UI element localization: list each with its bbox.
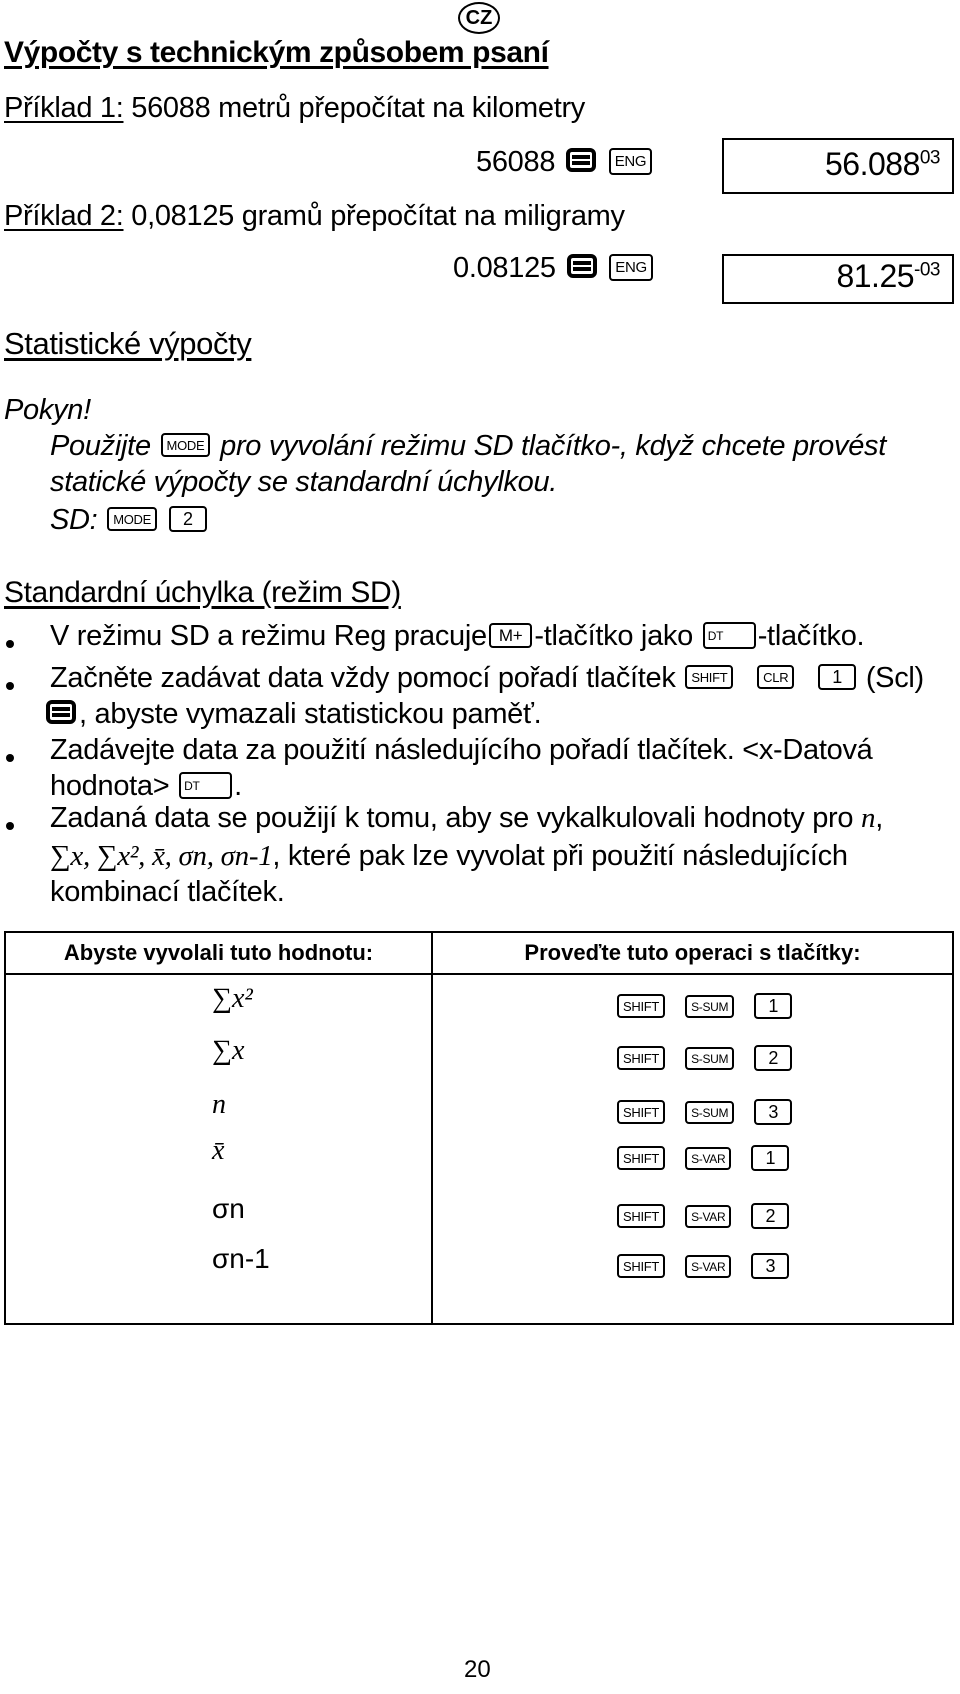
example2-line	[4, 200, 625, 233]
bullet1-part3: -tlačítko.	[757, 620, 865, 652]
bullet4-n: n	[861, 802, 876, 834]
table-symbol: ∑x	[212, 1035, 245, 1066]
bullet3-end: .	[234, 770, 242, 802]
table-symbol: σn	[212, 1193, 245, 1224]
digit-key: 2	[751, 1203, 789, 1229]
digit-key: 1	[754, 993, 792, 1019]
digit-key: 3	[751, 1253, 789, 1279]
example2-display	[722, 254, 954, 304]
mode-key: MODE	[107, 507, 157, 531]
shift-key: SHIFT	[617, 1254, 665, 1278]
bullet1-part2: -tlačítko jako	[534, 620, 693, 652]
s-sum-key: S-SUM	[685, 1101, 734, 1124]
table-header-operation: Proveďte tuto operaci s tlačítky:	[432, 932, 953, 974]
mplus-key: M+	[489, 623, 533, 648]
example2-result	[836, 258, 940, 295]
note-part2: pro vyvolání režimu SD tlačítko-, když chcete provést	[220, 430, 886, 462]
bullet3-line1: Zadávejte data za použití následujícího pořadí tlačítek. <x-Datová	[50, 734, 873, 766]
example1-input: 56088	[476, 146, 556, 178]
note-line2: statické výpočty se standardní úchylkou.	[50, 466, 558, 498]
stats-key-table	[4, 931, 954, 1325]
table-row-keys	[615, 1205, 807, 1231]
equals-key-icon	[567, 254, 597, 278]
note-line1	[50, 430, 886, 463]
table-row-keys	[615, 1147, 807, 1173]
bullet2-part2: (Scl)	[865, 662, 924, 694]
bullet4-symbols: ∑x, ∑x², x̄, σn, σn-1	[50, 840, 273, 872]
table-symbol: x̄	[212, 1135, 225, 1166]
bullet-icon	[6, 754, 14, 762]
language-badge: CZ	[458, 2, 500, 34]
section-title-statistics: Statistické výpočty	[4, 326, 252, 361]
s-sum-key: S-SUM	[685, 1047, 734, 1070]
shift-key: SHIFT	[617, 1204, 665, 1228]
equals-key-icon	[46, 700, 76, 724]
sd-line	[50, 504, 209, 537]
bullet4-line1	[50, 802, 883, 835]
example2-result-exponent: -03	[914, 259, 940, 281]
shift-key: SHIFT	[685, 665, 733, 689]
bullet4-line2	[50, 840, 848, 873]
shift-key: SHIFT	[617, 1100, 665, 1124]
sd-label: SD:	[50, 504, 98, 536]
equals-key-icon	[566, 148, 596, 172]
example1-text: 56088 metrů přepočítat na kilometry	[131, 92, 586, 124]
digit-key: 1	[751, 1145, 789, 1171]
bullet4-rest: , které pak lze vyvolat při použití následujících	[272, 840, 848, 872]
one-key: 1	[818, 664, 856, 690]
table-col-values	[5, 974, 432, 1324]
table-row-keys	[615, 995, 810, 1021]
eng-key: ENG	[609, 148, 653, 175]
example1-line	[4, 92, 585, 125]
s-var-key: S-VAR	[685, 1255, 731, 1278]
two-key: 2	[169, 506, 207, 532]
example2-result-mantissa: 81.25	[836, 258, 915, 294]
bullet3-part2: hodnota>	[50, 770, 170, 802]
clr-key: CLR	[757, 665, 794, 689]
table-symbol: σn-1	[212, 1243, 270, 1274]
dt-key: DT	[179, 772, 232, 799]
note-label: Pokyn!	[4, 394, 91, 426]
s-var-key: S-VAR	[685, 1147, 731, 1170]
example2-input: 0.08125	[453, 252, 556, 284]
bullet1-line	[50, 620, 864, 653]
bullet2-line2	[46, 698, 541, 731]
bullet2-part1: Začněte zadávat data vždy pomocí pořadí tlačítek	[50, 662, 676, 694]
digit-key: 2	[754, 1045, 792, 1071]
bullet1-part1: V režimu SD a režimu Reg pracuje	[50, 620, 487, 652]
example2-label: Příklad 2:	[4, 200, 124, 232]
bullet-icon	[6, 682, 14, 690]
example1-label: Příklad 1:	[4, 92, 124, 124]
section-title-sd: Standardní úchylka (režim SD)	[4, 576, 401, 609]
eng-key: ENG	[609, 254, 653, 281]
table-symbol: ∑x²	[212, 983, 253, 1014]
table-row-keys	[615, 1047, 810, 1073]
example2-text: 0,08125 gramů přepočítat na miligramy	[131, 200, 625, 232]
bullet2-line1	[50, 662, 924, 695]
table-header-value: Abyste vyvolali tuto hodnotu:	[5, 932, 432, 974]
example1-result-mantissa: 56.088	[824, 146, 920, 182]
s-var-key: S-VAR	[685, 1205, 731, 1228]
bullet2-part3: , abyste vymazali statistickou paměť.	[79, 698, 542, 730]
bullet4-line3: kombinací tlačítek.	[50, 876, 285, 908]
table-row-keys	[615, 1255, 807, 1281]
example1-keystrokes	[476, 146, 654, 179]
table-col-operations	[432, 974, 953, 1324]
dt-key: DT	[703, 622, 756, 649]
shift-key: SHIFT	[617, 1046, 665, 1070]
bullet4-comma: ,	[875, 802, 883, 834]
example1-result-exponent: 03	[919, 147, 940, 169]
table-row-keys	[615, 1101, 810, 1127]
section-title-engineering: Výpočty s technickým způsobem psaní	[4, 36, 549, 69]
example1-display	[722, 138, 954, 194]
bullet-icon	[6, 640, 14, 648]
digit-key: 3	[754, 1099, 792, 1125]
example2-keystrokes	[453, 252, 655, 285]
s-sum-key: S-SUM	[685, 995, 734, 1018]
bullet-icon	[6, 822, 14, 830]
shift-key: SHIFT	[617, 994, 665, 1018]
example1-result	[825, 146, 940, 183]
bullet4-part1: Zadaná data se použijí k tomu, aby se vykalkulovali hodnoty pro	[50, 802, 854, 834]
note-part1: Použijte	[50, 430, 151, 462]
page-number: 20	[464, 1656, 491, 1683]
mode-key: MODE	[161, 433, 211, 457]
bullet3-line2	[50, 770, 242, 803]
shift-key: SHIFT	[617, 1146, 665, 1170]
table-symbol: n	[212, 1089, 226, 1120]
